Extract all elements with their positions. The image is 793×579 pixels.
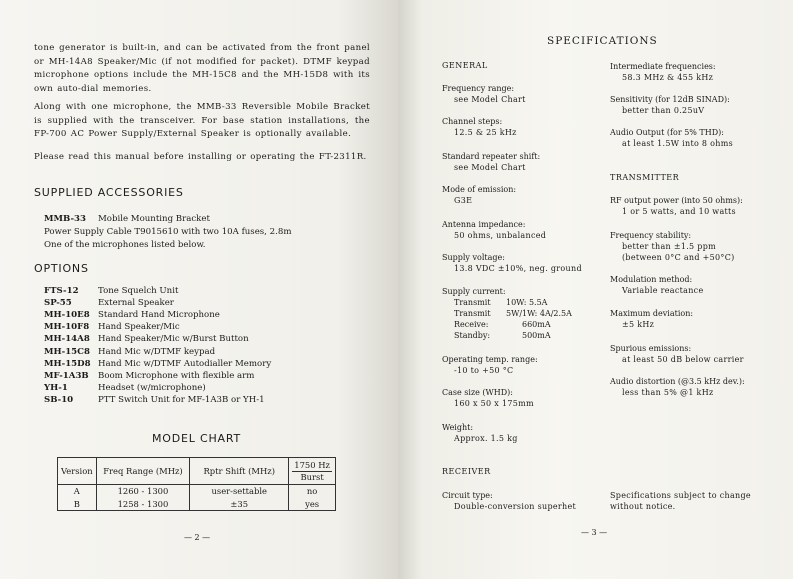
specifications-title: SPECIFICATIONS <box>547 35 658 47</box>
spec-item <box>442 387 534 409</box>
spec-item <box>610 376 745 398</box>
option-row <box>44 321 180 333</box>
option-desc: Hand Mic w/DTMF Autodialler Memory <box>98 358 272 369</box>
option-desc: PTT Switch Unit for MF-1A3B or YH-1 <box>98 394 265 405</box>
supply-current-row <box>442 330 572 341</box>
spec-value: see Model Chart <box>454 95 526 104</box>
supply-mode: Receive: <box>454 320 489 329</box>
option-row <box>44 285 178 297</box>
supply-current-rows <box>442 297 572 341</box>
spec-label: RF output power (into 50 ohms): <box>610 196 743 205</box>
spec-item <box>442 116 517 138</box>
col-burst <box>289 458 336 485</box>
spec-label: Circuit type: <box>442 491 493 500</box>
spec-value: 13.8 VDC ±10%, neg. ground <box>454 264 582 273</box>
spec-item <box>610 61 716 83</box>
spec-value: 1 or 5 watts, and 10 watts <box>622 207 736 216</box>
option-desc: Tone Squelch Unit <box>98 286 179 296</box>
spec-item <box>442 252 582 274</box>
accessory-code: MMB-33 <box>44 214 86 224</box>
option-code: MF-1A3B <box>44 370 89 381</box>
transmitter-heading: TRANSMITTER <box>610 173 680 182</box>
option-row <box>44 333 249 345</box>
spec-label: Frequency range: <box>442 84 515 93</box>
notice-line-2: without notice. <box>610 502 676 511</box>
option-desc: External Speaker <box>98 298 174 309</box>
supply-mode: Transmit <box>454 298 491 307</box>
col-version: Version <box>58 458 97 485</box>
option-code: FTS-12 <box>44 286 79 296</box>
supply-mode: Standby: <box>454 331 491 340</box>
table-row <box>58 485 336 498</box>
spec-label: Intermediate frequencies: <box>610 62 716 71</box>
accessory-desc: Mobile Mounting Bracket <box>98 214 210 224</box>
spec-value: Variable reactance <box>622 286 704 295</box>
supply-mode: Transmit <box>454 309 491 318</box>
general-heading: GENERAL <box>442 61 488 70</box>
spec-value: -10 to +50 °C <box>454 366 514 375</box>
supply-value: 660mA <box>522 320 551 329</box>
spec-item <box>610 230 735 263</box>
spec-value: less than 5% @1 kHz <box>622 388 714 397</box>
option-desc: Boom Microphone with flexible arm <box>98 370 255 381</box>
option-code: SP-55 <box>44 298 72 309</box>
receiver-heading: RECEIVER <box>442 467 491 476</box>
options-heading: OPTIONS <box>34 262 89 275</box>
option-row <box>44 309 220 321</box>
option-row <box>44 382 206 394</box>
option-desc: Hand Speaker/Mic <box>98 322 180 333</box>
cell-burst: yes <box>289 498 336 511</box>
spec-item <box>442 151 540 173</box>
spec-value: see Model Chart <box>454 163 526 172</box>
spec-value: Approx. 1.5 kg <box>454 434 518 443</box>
spec-item <box>442 422 518 444</box>
supply-value: 10W: 5.5A <box>506 298 548 307</box>
intro-paragraph-3: Please read this manual before installing or operating the FT-2311R. <box>34 152 367 162</box>
option-code: MH-10F8 <box>44 322 90 333</box>
option-row <box>44 358 271 370</box>
accessories-heading: SUPPLIED ACCESSORIES <box>34 186 184 199</box>
option-row <box>44 394 265 406</box>
circuit-type-spec <box>442 490 576 512</box>
option-row <box>44 297 174 309</box>
model-chart-title: MODEL CHART <box>152 432 242 445</box>
spec-item <box>442 219 546 241</box>
supply-value: 5W/1W: 4A/2.5A <box>506 309 572 318</box>
supply-current-row <box>442 297 572 308</box>
supply-current-row <box>442 319 572 330</box>
spec-value: at least 1.5W into 8 ohms <box>622 139 734 148</box>
spec-label: Audio distortion (@3.5 kHz dev.): <box>610 377 745 386</box>
model-chart-header-row <box>58 458 336 485</box>
table-row <box>58 498 336 511</box>
spec-label: Sensitivity (for 12dB SINAD): <box>610 95 730 104</box>
cell-freq: 1260 - 1300 <box>96 485 190 498</box>
spec-value: ±5 kHz <box>622 320 655 329</box>
spec-label: Channel steps: <box>442 117 503 126</box>
spec-label: Frequency stability: <box>610 231 692 240</box>
spec-label: Audio Output (for 5% THD): <box>610 128 724 137</box>
supply-value: 500mA <box>522 331 551 340</box>
spec-value: G3E <box>454 196 473 205</box>
option-desc: Standard Hand Microphone <box>98 310 220 321</box>
spec-item <box>610 195 743 217</box>
option-row <box>44 346 215 358</box>
col-burst-line-1: 1750 Hz <box>294 459 330 470</box>
col-burst-line-2: Burst <box>292 471 332 483</box>
spec-item <box>610 308 693 330</box>
intro-paragraph-1: tone generator is built-in, and can be activated from the front panel or MH-14A8 Speaker/Mic (if not modified for packet). DTMF keypad microphone options include the MH-15C8 and the MH-15D8 with its own auto-dial memories. <box>34 43 370 94</box>
spec-value: 160 x 50 x 175mm <box>454 399 534 408</box>
spec-label: Antenna impedance: <box>442 220 526 229</box>
cell-burst: no <box>289 485 336 498</box>
option-code: MH-10E8 <box>44 310 90 321</box>
accessory-mmb <box>44 213 210 225</box>
cell-freq: 1258 - 1300 <box>96 498 190 511</box>
spec-value: 50 ohms, unbalanced <box>454 231 547 240</box>
col-rptr-shift: Rptr Shift (MHz) <box>190 458 289 485</box>
spec-label: Case size (WHD): <box>442 388 513 397</box>
spec-item <box>610 127 733 149</box>
intro-paragraph-2: Along with one microphone, the MMB-33 Reversible Mobile Bracket is supplied with the transceiver. For base station installations, the FP-700 AC Power Supply/External Speaker is optionally available. <box>34 102 370 140</box>
option-desc: Hand Speaker/Mic w/Burst Button <box>98 334 249 345</box>
spec-label: Standard repeater shift: <box>442 152 541 161</box>
spec-value: better than ±1.5 ppm <box>622 242 717 251</box>
page-number-right: — 3 — <box>581 528 608 537</box>
page-3 <box>398 0 793 579</box>
accessory-mic: One of the microphones listed below. <box>44 240 206 250</box>
spec-item <box>442 83 526 105</box>
option-desc: Hand Mic w/DTMF keypad <box>98 346 216 357</box>
spec-value: Double-conversion superhet <box>454 502 577 511</box>
spec-notice <box>610 490 751 512</box>
cell-version: A <box>58 485 97 498</box>
cell-shift: user-settable <box>190 485 289 498</box>
option-code: SB-10 <box>44 394 74 405</box>
spec-label: Mode of emission: <box>442 185 517 194</box>
spec-label: Supply current: <box>442 287 506 296</box>
accessory-cable: Power Supply Cable T9015610 with two 10A fuses, 2.8m <box>44 227 292 237</box>
spec-label: Supply voltage: <box>442 253 505 262</box>
model-chart-table <box>57 457 336 511</box>
supply-current-spec <box>442 286 572 341</box>
spec-item <box>442 184 516 206</box>
option-row <box>44 370 254 382</box>
spec-item <box>610 343 744 365</box>
spec-value: at least 50 dB below carrier <box>622 355 744 364</box>
spec-value: 12.5 & 25 kHz <box>454 128 517 137</box>
spec-label: Weight: <box>442 423 474 432</box>
notice-line-1: Specifications subject to change <box>610 491 751 500</box>
option-code: MH-15D8 <box>44 358 91 369</box>
supply-current-row <box>442 308 572 319</box>
spec-item <box>610 274 703 296</box>
option-desc: Headset (w/microphone) <box>98 382 206 393</box>
spec-label: Modulation method: <box>610 275 693 284</box>
spec-value: 58.3 MHz & 455 kHz <box>622 73 714 82</box>
option-code: MH-14A8 <box>44 334 90 345</box>
spec-label: Spurious emissions: <box>610 344 692 353</box>
spec-label: Operating temp. range: <box>442 355 538 364</box>
page-number-left: — 2 — <box>184 533 211 542</box>
col-freq-range: Freq Range (MHz) <box>96 458 190 485</box>
spec-value: better than 0.25uV <box>622 106 705 115</box>
option-code: YH-1 <box>44 382 68 393</box>
option-code: MH-15C8 <box>44 346 90 357</box>
spec-value: (between 0°C and +50°C) <box>622 253 735 262</box>
spec-label: Maximum deviation: <box>610 309 694 318</box>
spec-item <box>610 94 730 116</box>
cell-shift: ±35 <box>190 498 289 511</box>
cell-version: B <box>58 498 97 511</box>
spec-item <box>442 354 538 376</box>
